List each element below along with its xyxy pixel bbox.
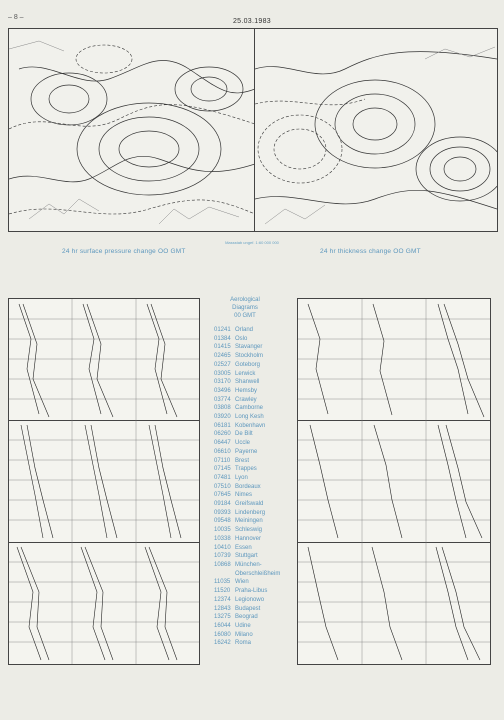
station-name: Roma — [235, 640, 252, 647]
station-code: 16080 — [214, 631, 231, 638]
station-row — [214, 404, 300, 413]
map-scale-note: Massstab ungef. 1:60 000 000 — [225, 240, 279, 245]
station-name: Goteborg — [235, 361, 261, 368]
station-row — [214, 552, 300, 561]
station-name: Meiningen — [235, 518, 263, 525]
aerological-diagram — [9, 420, 199, 543]
station-name: Lerwick — [235, 370, 256, 377]
station-row — [214, 396, 300, 405]
station-code: 03808 — [214, 405, 231, 412]
station-name: Essen — [235, 544, 252, 551]
station-code: 13275 — [214, 614, 231, 621]
station-row — [214, 352, 300, 361]
station-name: Lindenberg — [235, 509, 266, 516]
page-number: – 8 – — [8, 14, 24, 21]
aerological-diagram — [9, 299, 199, 421]
station-list — [214, 296, 300, 648]
station-name: Trappes — [235, 466, 257, 473]
aerological-diagram — [298, 299, 490, 421]
station-row — [214, 605, 300, 614]
station-name: Orland — [235, 327, 254, 333]
station-code: 12843 — [214, 605, 231, 612]
station-row — [214, 587, 300, 596]
station-row — [214, 413, 300, 422]
station-name: Camborne — [235, 405, 264, 412]
right-map-caption: 24 hr thickness change OO GMT — [320, 248, 421, 255]
station-row — [214, 439, 300, 448]
station-name: Beograd — [235, 614, 258, 621]
station-name: Oslo — [235, 335, 248, 342]
station-code: 03005 — [214, 370, 231, 377]
station-name: Praha-Libus — [235, 588, 268, 595]
station-row — [214, 517, 300, 526]
station-row — [214, 570, 300, 579]
station-code: 06181 — [214, 422, 231, 429]
station-row — [214, 596, 300, 605]
station-code: 02527 — [214, 361, 231, 368]
station-code: 10410 — [214, 544, 231, 551]
list-title-line: Diagrams — [232, 305, 258, 311]
list-title-line: 00 GMT — [234, 313, 256, 319]
station-name: Stockholm — [235, 353, 264, 360]
station-row — [214, 370, 300, 379]
station-name: Nimes — [235, 492, 253, 499]
station-row — [214, 491, 300, 500]
station-row — [214, 343, 300, 352]
aerological-diagram-drawing — [298, 542, 490, 664]
list-title-line: Aerological — [230, 297, 260, 303]
station-name: Hemsby — [235, 387, 258, 394]
aerological-diagram — [9, 542, 199, 664]
station-code: 01415 — [214, 344, 231, 351]
station-code: 07645 — [214, 492, 231, 499]
station-row — [214, 430, 300, 439]
station-code: 10739 — [214, 553, 231, 560]
surface-pressure-change-map — [8, 28, 256, 232]
station-code: 10868 — [214, 561, 231, 568]
station-code: 11035 — [214, 579, 231, 586]
station-name: Udine — [235, 622, 251, 629]
station-row — [214, 622, 300, 631]
station-code: 11520 — [214, 588, 231, 595]
station-name: Hannover — [235, 535, 262, 542]
station-name: Oberschleißheim — [235, 570, 281, 577]
station-name: Brest — [235, 457, 250, 464]
station-row — [214, 631, 300, 640]
station-code: 09393 — [214, 509, 231, 516]
left-map-caption: 24 hr surface pressure change OO GMT — [62, 248, 186, 255]
aerological-diagram-drawing — [298, 420, 490, 542]
station-name: Lyon — [235, 474, 248, 481]
station-row — [214, 422, 300, 431]
station-code — [214, 570, 235, 579]
station-name: Shanwell — [235, 379, 260, 386]
station-name: Bordeaux — [235, 483, 261, 490]
station-row — [214, 326, 300, 335]
station-row — [214, 474, 300, 483]
aerological-diagram-drawing — [9, 420, 199, 542]
station-code: 12374 — [214, 596, 231, 603]
station-row — [214, 361, 300, 370]
station-code: 03920 — [214, 414, 231, 421]
station-row — [214, 335, 300, 344]
station-code: 02465 — [214, 353, 231, 360]
station-rows — [214, 326, 300, 648]
station-name: Milano — [235, 631, 253, 638]
station-row — [214, 378, 300, 387]
station-row — [214, 613, 300, 622]
aerological-diagram-drawing — [9, 542, 199, 664]
station-code: 16242 — [214, 640, 231, 647]
thickness-map-drawing — [255, 29, 497, 231]
aerological-diagrams-left — [8, 298, 200, 665]
pressure-map-drawing — [9, 29, 255, 231]
station-name: De Bilt — [235, 431, 253, 438]
aerological-diagram — [298, 420, 490, 543]
station-row — [214, 387, 300, 396]
station-name: Uccle — [235, 440, 251, 447]
station-code: 06447 — [214, 440, 231, 447]
station-code: 06260 — [214, 431, 231, 438]
station-name: Stuttgart — [235, 553, 258, 560]
station-name: Long Kesh — [235, 414, 264, 421]
aerological-diagram-drawing — [9, 299, 199, 420]
station-name: Wien — [235, 579, 249, 586]
station-name: Legionowo — [235, 596, 265, 603]
station-code: 07481 — [214, 474, 231, 481]
station-row — [214, 526, 300, 535]
station-code: 10035 — [214, 527, 231, 534]
station-row — [214, 448, 300, 457]
station-name: Kobenhavn — [235, 422, 266, 429]
station-code: 03170 — [214, 379, 231, 386]
station-name: Greifswald — [235, 501, 264, 508]
station-row — [214, 465, 300, 474]
station-code: 03496 — [214, 387, 231, 394]
station-code: 07110 — [214, 457, 231, 464]
station-name: Crawley — [235, 396, 257, 403]
station-name: Stavanger — [235, 344, 263, 351]
thickness-change-map — [254, 28, 498, 232]
station-code: 03774 — [214, 396, 231, 403]
station-code: 07145 — [214, 466, 231, 473]
station-row — [214, 578, 300, 587]
station-row — [214, 535, 300, 544]
station-code: 01384 — [214, 335, 231, 342]
station-code: 16044 — [214, 622, 231, 629]
station-row — [214, 561, 300, 570]
station-code: 09184 — [214, 501, 231, 508]
station-row — [214, 639, 300, 648]
station-row — [214, 544, 300, 553]
station-row — [214, 483, 300, 492]
station-row — [214, 457, 300, 466]
station-row — [214, 509, 300, 518]
list-title — [214, 296, 276, 320]
station-name: München- — [235, 561, 262, 568]
station-code: 06610 — [214, 448, 231, 455]
station-row — [214, 500, 300, 509]
station-name: Budapest — [235, 605, 261, 612]
station-code: 10338 — [214, 535, 231, 542]
page-date: 25.03.1983 — [232, 18, 272, 25]
station-name: Payerne — [235, 448, 258, 455]
station-code: 01241 — [214, 327, 231, 333]
aerological-diagram — [298, 542, 490, 664]
aerological-diagrams-right — [297, 298, 491, 665]
station-code: 09548 — [214, 518, 231, 525]
station-code: 07510 — [214, 483, 231, 490]
station-name: Schleswig — [235, 527, 263, 534]
aerological-diagram-drawing — [298, 299, 490, 420]
